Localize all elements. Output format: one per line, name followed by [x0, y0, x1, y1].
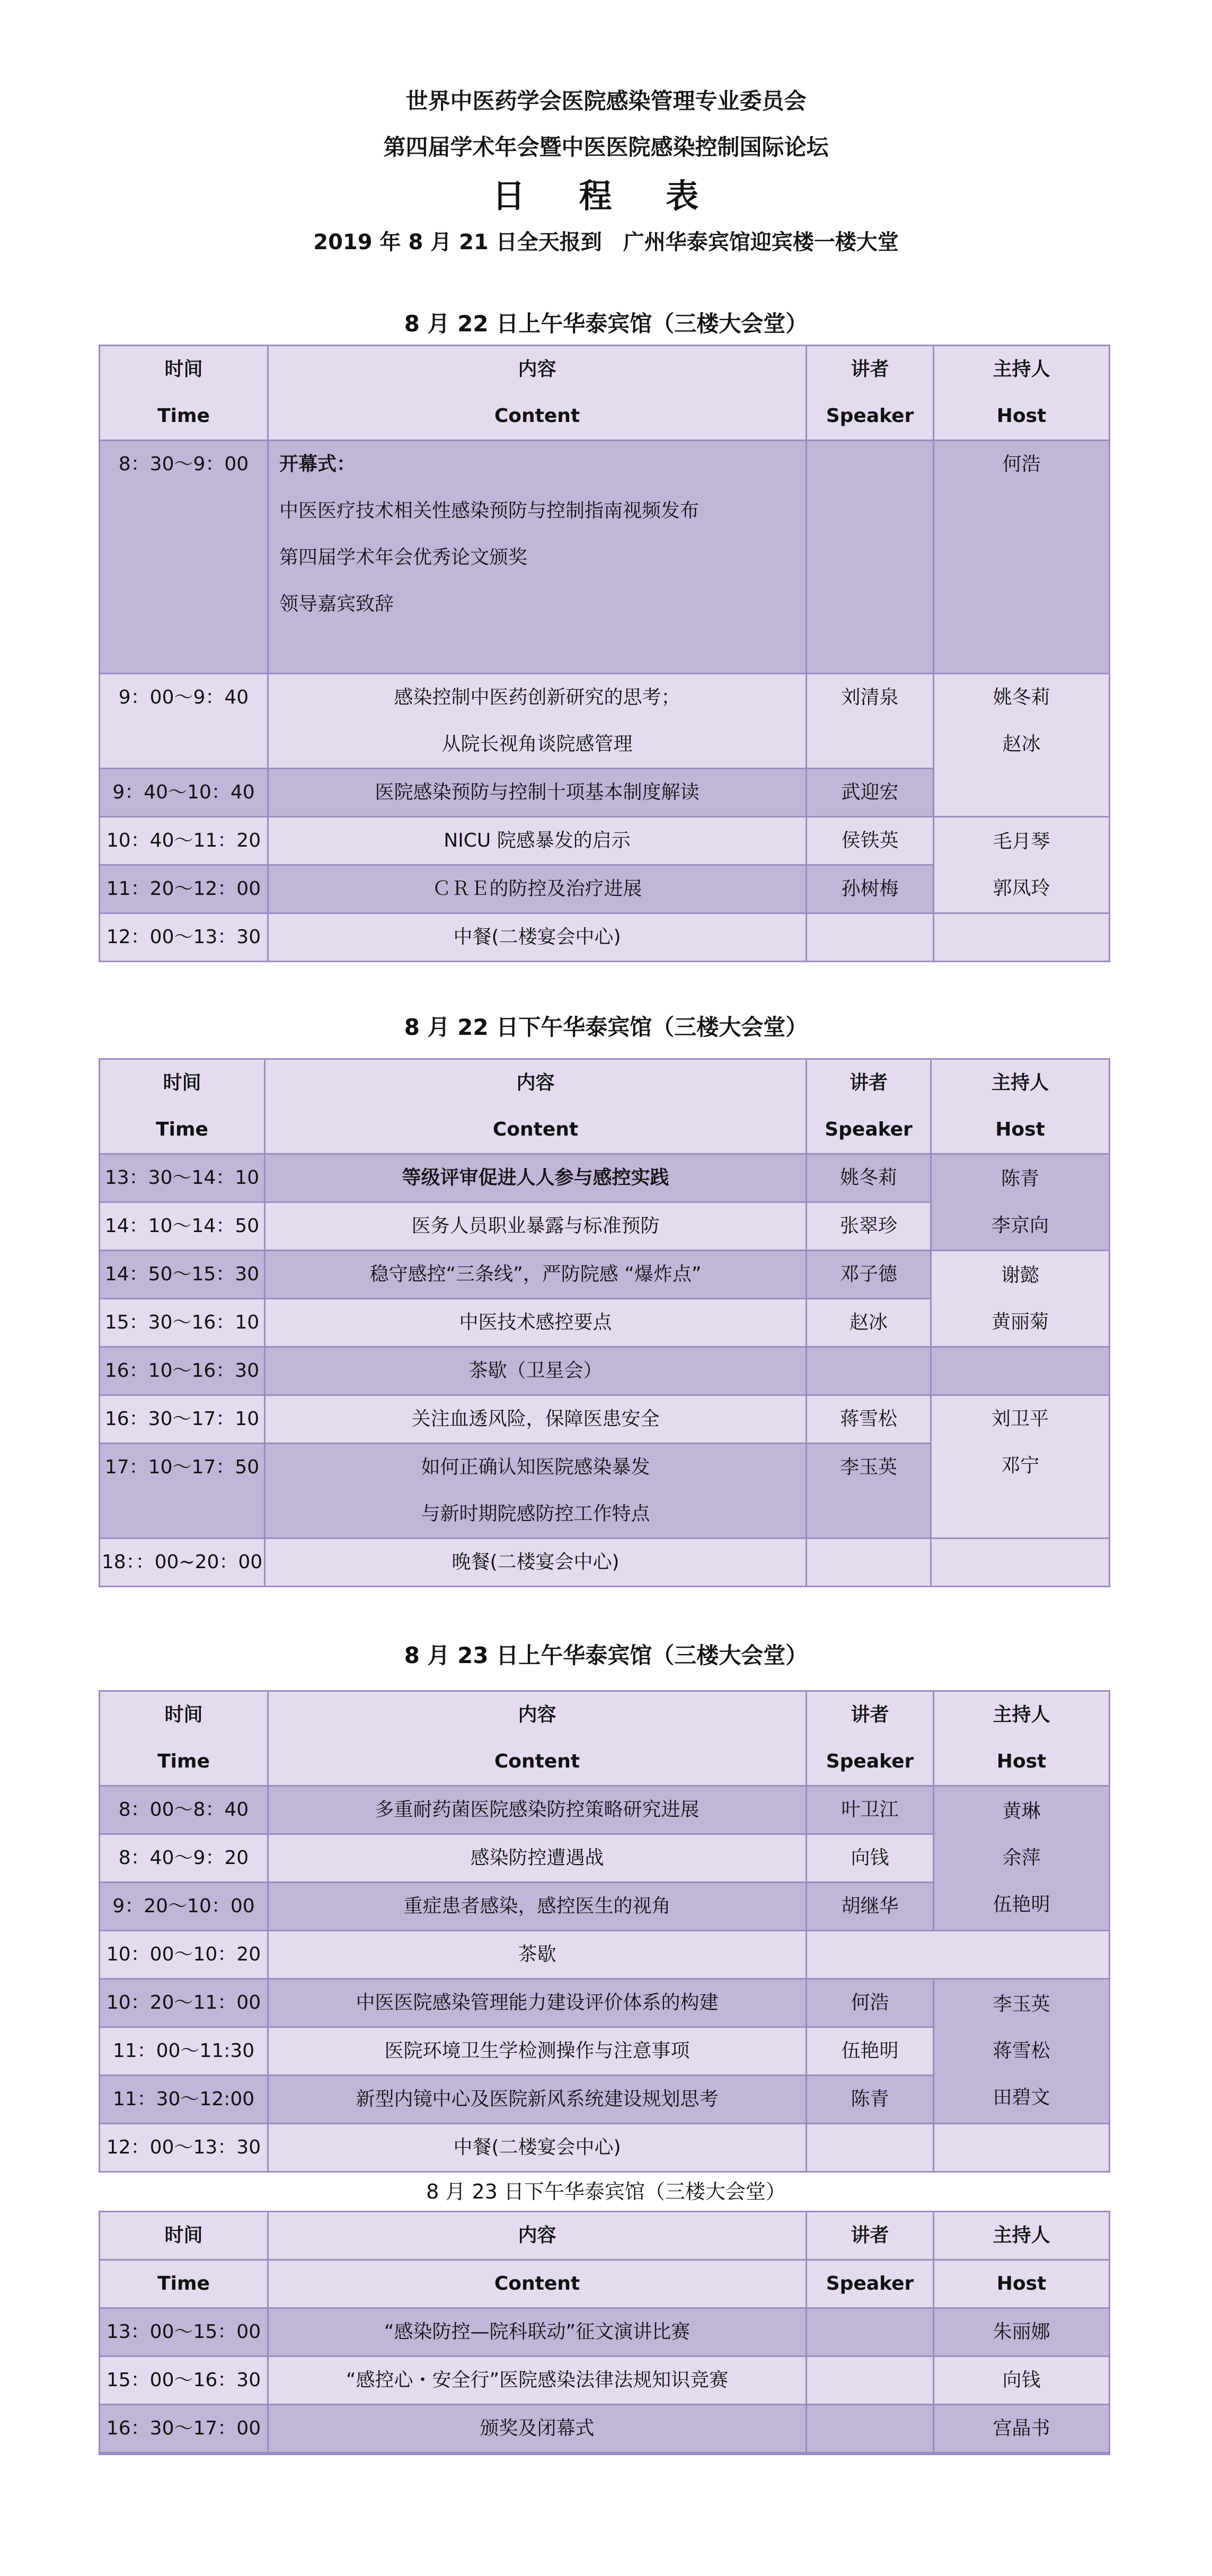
time-cell: 10：20～11：00 [100, 1979, 268, 2027]
speaker-cell: 侯铁英 [807, 817, 934, 865]
table-row [100, 1251, 1110, 1299]
table-row [100, 2357, 1110, 2405]
time-header-en: Time [100, 2260, 268, 2308]
content-cell: 医院环境卫生学检测操作与注意事项 [268, 2027, 807, 2076]
time-cell: 13：30～14：10 [100, 1154, 265, 1202]
forum-name-line: 第四届学术年会暨中医医院感染控制国际论坛 [383, 134, 829, 160]
content-header-en: Content [268, 2260, 807, 2308]
host-header: 主持人 [934, 2212, 1110, 2260]
content-cell: 晚餐(二楼宴会中心) [265, 1538, 807, 1587]
table-row [100, 1538, 1110, 1587]
session-title-aug23-pm: 8 月 23 日下午华泰宾馆（三楼大会堂） [426, 2180, 786, 2203]
time-cell: 15：30～16：10 [100, 1299, 265, 1347]
speaker-cell [807, 913, 934, 962]
time-cell: 18：：00~20：00 [100, 1538, 265, 1587]
table-row [100, 2308, 1110, 2357]
content-cell: 等级评审促进人人参与感控实践 [265, 1154, 807, 1202]
schedule-table-aug22-am [99, 345, 1110, 962]
time-cell: 9：20～10：00 [100, 1883, 268, 1931]
content-cell: “感控心・安全行”医院感染法律法规知识竞赛 [268, 2357, 807, 2405]
host-cell: 毛月琴 郭凤玲 [934, 817, 1110, 913]
registration-line: 2019 年 8 月 21 日全天报到 广州华泰宾馆迎宾楼一楼大堂 [313, 230, 899, 254]
table-row [100, 817, 1110, 865]
host-cell [934, 2453, 1110, 2455]
speaker-cell: 刘清泉 [807, 674, 934, 769]
time-cell: 8：30～9：00 [100, 441, 268, 674]
table-row [100, 2405, 1110, 2453]
time-cell: 12：00～13：30 [100, 913, 268, 962]
schedule-table-aug22-pm [99, 1058, 1110, 1587]
time-cell: 8：00～8：40 [100, 1786, 268, 1834]
host-header: 主持人 Host [931, 1059, 1110, 1154]
speaker-cell: 胡继华 [807, 1883, 934, 1931]
table-row [100, 1154, 1110, 1202]
schedule-table-aug23-am [99, 1690, 1110, 2173]
host-header: 主持人 Host [934, 1691, 1110, 1786]
time-header: 时间 Time [100, 1691, 268, 1786]
content-cell: 稳守感控“三条线”，严防院感 “爆炸点” [265, 1251, 807, 1299]
speaker-cell: 邓子德 [807, 1251, 931, 1299]
speaker-header: 讲者 Speaker [807, 1691, 934, 1786]
speaker-header: 讲者 Speaker [807, 1059, 931, 1154]
host-cell: 谢懿 黄丽菊 [931, 1251, 1110, 1347]
content-cell: 茶歇（卫星会） [265, 1347, 807, 1395]
content-cell: 中餐(二楼宴会中心) [268, 913, 807, 962]
host-cell: 李玉英 蒋雪松 田碧文 [934, 1979, 1110, 2124]
time-cell: 10：00～10：20 [100, 1931, 268, 1979]
content-cell: 医院感染预防与控制十项基本制度解读 [268, 769, 807, 817]
content-header: 内容 [268, 2212, 807, 2260]
content-cell: 如何正确认知医院感染暴发 与新时期院感防控工作特点 [265, 1444, 807, 1538]
content-header: 内容 Content [265, 1059, 807, 1154]
content-cell: 茶歇 [268, 1931, 807, 1979]
content-cell: “感染防控—院科联动”征文演讲比赛 [268, 2308, 807, 2357]
host-header-en: Host [934, 2260, 1110, 2308]
time-cell: 14：10～14：50 [100, 1202, 265, 1251]
table-row [100, 1931, 1110, 1979]
speaker-cell: 陈青 [807, 2076, 934, 2124]
session-title-aug22-am: 8 月 22 日上午华泰宾馆（三楼大会堂） [404, 311, 808, 337]
time-cell: 9：00～9：40 [100, 674, 268, 769]
content-cell [268, 2453, 807, 2455]
time-header: 时间 Time [100, 1059, 265, 1154]
speaker-cell: 伍艳明 [807, 2027, 934, 2076]
content-cell: ＣＲＥ的防控及治疗进展 [268, 865, 807, 913]
host-header: 主持人 Host [934, 346, 1110, 441]
table-header-row [100, 346, 1110, 441]
content-cell: NICU 院感暴发的启示 [268, 817, 807, 865]
host-cell: 向钱 [934, 2357, 1110, 2405]
host-cell: 陈青 李京向 [931, 1154, 1110, 1251]
table-row [100, 2453, 1110, 2455]
time-cell: 16：10～16：30 [100, 1347, 265, 1395]
table-header-row [100, 1691, 1110, 1786]
time-cell: 13：00～15：00 [100, 2308, 268, 2357]
page-title: 日 程 表 [492, 177, 720, 215]
time-cell: 10：40～11：20 [100, 817, 268, 865]
table-row [100, 1347, 1110, 1395]
table-row [100, 1786, 1110, 1834]
table-row [100, 674, 1110, 769]
session-title-aug23-am: 8 月 23 日上午华泰宾馆（三楼大会堂） [404, 1642, 808, 1668]
time-cell: 16：30～17：10 [100, 1395, 265, 1444]
time-cell: 15：00～16：30 [100, 2357, 268, 2405]
schedule-table-aug23-pm [99, 2211, 1110, 2455]
time-cell: 11：30～12:00 [100, 2076, 268, 2124]
time-header: 时间 [100, 2212, 268, 2260]
speaker-cell [807, 2405, 934, 2453]
host-cell: 刘卫平 邓宁 [931, 1395, 1110, 1538]
session-title-aug22-pm: 8 月 22 日下午华泰宾馆（三楼大会堂） [404, 1014, 808, 1040]
time-header: 时间 Time [100, 346, 268, 441]
host-cell [934, 913, 1110, 962]
speaker-cell: 姚冬莉 [807, 1154, 931, 1202]
time-cell: 14：50～15：30 [100, 1251, 265, 1299]
host-cell: 朱丽娜 [934, 2308, 1110, 2357]
table-header-row [100, 1059, 1110, 1154]
table-row [100, 1395, 1110, 1444]
table-row [100, 2124, 1110, 2172]
table-header-row-en [100, 2260, 1110, 2308]
speaker-cell [807, 2357, 934, 2405]
speaker-cell: 武迎宏 [807, 769, 934, 817]
speaker-cell [807, 2308, 934, 2357]
host-cell: 何浩 [934, 441, 1110, 674]
content-header: 内容 Content [268, 346, 807, 441]
content-cell: 开幕式： 中医医疗技术相关性感染预防与控制指南视频发布 第四届学术年会优秀论文颁奖 领导嘉宾致辞 [268, 441, 807, 674]
speaker-cell: 何浩 [807, 1979, 934, 2027]
time-cell: 11：00～11:30 [100, 2027, 268, 2076]
speaker-cell: 李玉英 [807, 1444, 931, 1538]
table-header-row [100, 2212, 1110, 2260]
content-cell: 关注血透风险，保障医患安全 [265, 1395, 807, 1444]
host-cell [931, 1538, 1110, 1587]
speaker-header: 讲者 [807, 2212, 934, 2260]
table-row [100, 1979, 1110, 2027]
content-cell: 中医技术感控要点 [265, 1299, 807, 1347]
time-cell: 8：40～9：20 [100, 1834, 268, 1883]
content-cell: 多重耐药菌医院感染防控策略研究进展 [268, 1786, 807, 1834]
content-header: 内容 Content [268, 1691, 807, 1786]
speaker-cell [807, 1538, 931, 1587]
content-cell: 中餐(二楼宴会中心) [268, 2124, 807, 2172]
content-cell: 中医医院感染管理能力建设评价体系的构建 [268, 1979, 807, 2027]
speaker-cell [807, 1347, 931, 1395]
host-cell [931, 1347, 1110, 1395]
content-cell: 感染控制中医药创新研究的思考； 从院长视角谈院感管理 [268, 674, 807, 769]
speaker-cell: 赵冰 [807, 1299, 931, 1347]
time-cell: 17：10～17：50 [100, 1444, 265, 1538]
content-cell: 感染防控遭遇战 [268, 1834, 807, 1883]
host-cell: 宫晶书 [934, 2405, 1110, 2453]
speaker-cell: 叶卫江 [807, 1786, 934, 1834]
speaker-header: 讲者 Speaker [807, 346, 934, 441]
host-cell: 姚冬莉 赵冰 [934, 674, 1110, 817]
time-cell: 11：20～12：00 [100, 865, 268, 913]
speaker-cell [807, 441, 934, 674]
table-row [100, 441, 1110, 674]
time-cell [100, 2453, 268, 2455]
speaker-header-en: Speaker [807, 2260, 934, 2308]
content-cell: 新型内镜中心及医院新风系统建设规划思考 [268, 2076, 807, 2124]
speaker-cell: 孙树梅 [807, 865, 934, 913]
content-cell: 重症患者感染，感控医生的视角 [268, 1883, 807, 1931]
speaker-cell: 蒋雪松 [807, 1395, 931, 1444]
speaker-cell: 向钱 [807, 1834, 934, 1883]
table-row [100, 913, 1110, 962]
speaker-cell [807, 2453, 934, 2455]
host-cell: 黄琳 余萍 伍艳明 [934, 1786, 1110, 1931]
content-cell: 颁奖及闭幕式 [268, 2405, 807, 2453]
time-cell: 9：40～10：40 [100, 769, 268, 817]
organizer-line: 世界中医药学会医院感染管理专业委员会 [405, 88, 807, 114]
speaker-cell: 张翠珍 [807, 1202, 931, 1251]
time-cell: 12：00～13：30 [100, 2124, 268, 2172]
time-cell: 16：30～17：00 [100, 2405, 268, 2453]
speaker-host-cell [807, 1931, 1110, 1979]
host-cell [934, 2124, 1110, 2172]
speaker-cell [807, 2124, 934, 2172]
content-cell: 医务人员职业暴露与标准预防 [265, 1202, 807, 1251]
